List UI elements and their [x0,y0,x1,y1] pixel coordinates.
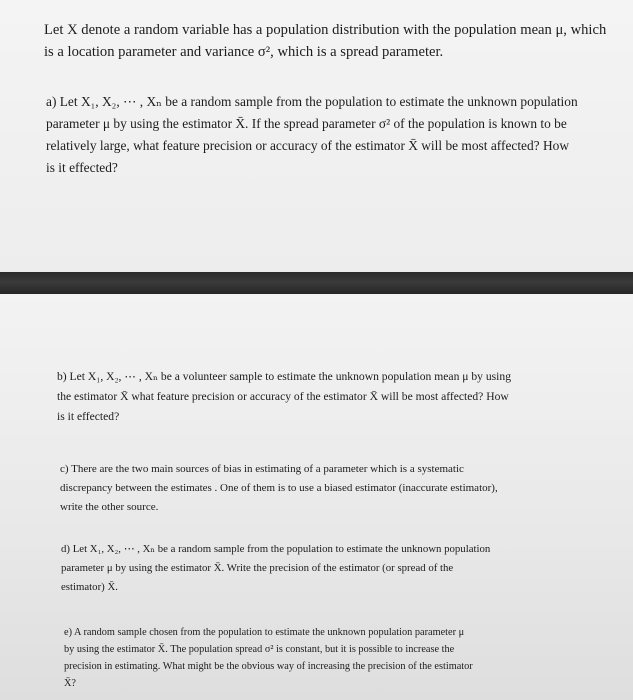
page-divider-bar [0,272,633,294]
question-b [57,367,511,427]
question-c-line: c) There are the two main sources of bias in estimating of a parameter which is a systematic [60,463,464,475]
question-d-line: d) Let X₁, X₂, ⋯ , Xₙ be a random sample from the population to estimate the unknown population [61,543,491,555]
question-e-line: X̄? [64,678,77,689]
question-b-line: the estimator X̄ what feature precision or accuracy of the estimator X̄ will be most affected? How [57,390,509,403]
question-d-line: estimator) X̄. [61,581,118,593]
question-a-line: relatively large, what feature precision or accuracy of the estimator X̄ will be most affected? How [46,138,570,153]
question-c-line: discrepancy between the estimates . One of them is to use a biased estimator (inaccurate estimator), [60,482,498,494]
intro-line: is a location parameter and variance σ², which is a spread parameter. [44,44,444,60]
question-e-line: e) A random sample chosen from the population to estimate the unknown population parameter μ [64,627,465,638]
question-b-line: is it effected? [57,410,120,423]
question-a-line: parameter μ by using the estimator X̄. If the spread parameter σ² of the population is known to be [46,116,567,131]
question-a-line: a) Let X₁, X₂, ⋯ , Xₙ be a random sample from the population to estimate the unknown population [46,94,578,109]
intro-line: Let X denote a random variable has a population distribution with the population mean μ, which [44,22,607,38]
intro-paragraph [44,19,606,63]
question-a [46,91,578,179]
question-a-line: is it effected? [46,160,118,175]
question-d [61,540,490,597]
question-d-line: parameter μ by using the estimator X̄. Write the precision of the estimator (or spread of the [61,562,454,574]
question-b-line: b) Let X₁, X₂, ⋯ , Xₙ be a volunteer sample to estimate the unknown population mean μ by using [57,370,511,383]
question-c [60,460,498,517]
question-e [64,624,473,692]
question-e-line: precision in estimating. What might be the obvious way of increasing the precision of the estimator [64,661,473,672]
question-c-line: write the other source. [60,501,159,513]
question-e-line: by using the estimator X̄. The population spread σ² is constant, but it is possible to increase the [64,644,455,655]
